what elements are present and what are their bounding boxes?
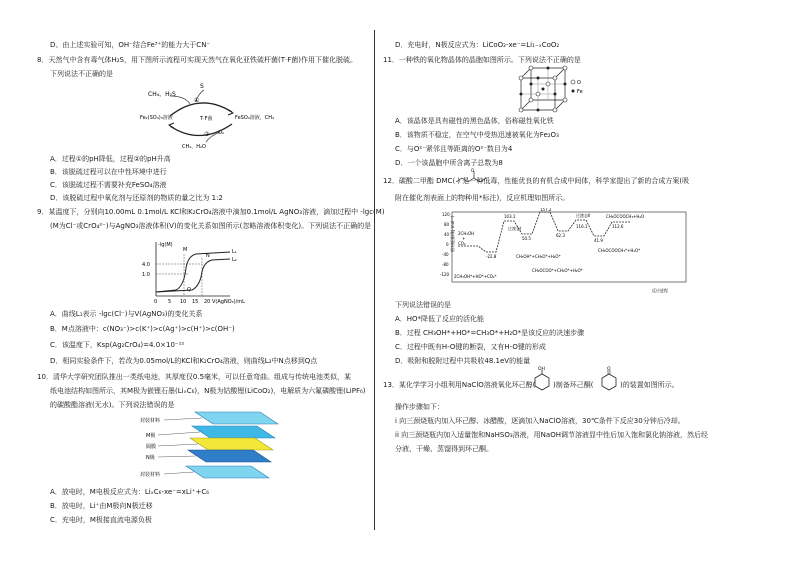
- q12-state-label: CH₃OH*+CH₃O*+H₂O*: [516, 254, 561, 259]
- q12-state-label: CH₃OCOOCH₃*+H₂O*: [598, 248, 641, 253]
- q12-ts-label: 过渡态Ⅱ: [576, 213, 590, 218]
- q11-option-c: C．与O²⁻紧邻且等距离的O²⁻数目为4: [395, 145, 513, 153]
- q12-option-a: A．HO*降低了反应的活化能: [395, 315, 485, 323]
- q12-species: 2CH₃OH: [458, 231, 475, 236]
- q12-x-label: 反应进程: [652, 288, 668, 293]
- q12-y-label: 相对能量/(kJ·mol⁻¹): [450, 215, 455, 252]
- q9-option-b: B．M点溶液中：c(NO₃⁻)>c(K⁺)>c(Ag⁺)>c(H⁺)>c(OH⁻): [50, 325, 235, 333]
- q11-legend-fe: Fe: [577, 89, 583, 95]
- q10-label: 封装材料: [140, 472, 161, 478]
- column-divider: [374, 30, 375, 530]
- q9-y-tick: 4.0: [142, 262, 150, 268]
- q12-value: 62.3: [556, 233, 565, 238]
- q13-title-part3: )的装置如图所示。: [620, 381, 679, 389]
- q10-paper-battery-diagram: [140, 410, 290, 484]
- svg-text:O: O: [471, 168, 475, 173]
- q9-curve-l1-label: L₁: [232, 249, 237, 255]
- curve-l1: [156, 252, 230, 292]
- q8-option-b: B．该脱硫过程可以在中性环境中进行: [50, 168, 167, 176]
- q12-value: 41.9: [594, 238, 603, 243]
- q12-value: -22.8: [486, 254, 497, 259]
- q8-desulfurization-diagram: [140, 82, 280, 152]
- q10-label: 隔膜: [146, 444, 157, 450]
- q10-title-line2: 纸电池结构如图所示，其M极为嵌锂石墨(LiₓC₆)，N极为钴酸锂(LiCoO₂)，电解质为六氟磷酸锂(LiPF₆): [50, 387, 366, 395]
- q11-title: 11．一种铁的氧化物晶体的晶胞如图所示。下列说法不正确的是: [383, 56, 581, 64]
- q12-title-line1: 12．碳酸二甲酯 DMC( ) 是一种低毒，性能优良的有机合成中间体，科学家提出了新的合成方案(吸: [383, 177, 690, 185]
- q9-title-line2: (M为Cl⁻或CrO₄²⁻)与AgNO₃溶液体积(V)的变化关系如图所示(忽略溶液体积变化)。下列说法不正确的是: [50, 222, 372, 230]
- oh-label: OH: [538, 367, 545, 372]
- q11-option-b: B．该物质不稳定，在空气中受热迅速被氧化为Fe₂O₃: [395, 131, 559, 139]
- q9-option-c: C．该温度下，Ksp(Ag₂CrO₄)=4.0×10⁻¹²: [50, 341, 185, 349]
- q8-fig-label: T·F菌: [200, 116, 213, 122]
- q9-titration-graph: [140, 238, 255, 306]
- q12-value: 157.2: [540, 208, 552, 212]
- q12-y-tick: 0: [446, 242, 449, 247]
- q12-ts-label: 过渡态Ⅰ: [508, 226, 522, 231]
- q13-steps-heading: 操作步骤如下：: [395, 403, 444, 411]
- q12-y-tick: -80: [442, 262, 449, 267]
- cycle-arrow-top: [170, 103, 232, 116]
- q8-prompt: 下列说法不正确的是: [50, 70, 113, 78]
- q12-value: 103.1: [504, 214, 516, 219]
- cyclohexanol-structure-icon: [531, 366, 553, 392]
- q9-point-q: Q: [187, 287, 191, 293]
- q12-option-b: B．过程 CH₃OH*+HO*=CH₃O*+H₂O*是该反应的决速步骤: [395, 329, 585, 337]
- q8-fig-label: Fe₂(SO₄)₃溶液: [140, 115, 173, 121]
- q13-step-2-line1: ii 向三颈烧瓶内加入适量饱和NaHSO₃溶液，用NaOH调节溶液显中性后加入饱和氯化钠溶液，然后经: [395, 431, 708, 439]
- q9-point-m: M: [183, 247, 188, 253]
- q12-y-tick: 40: [444, 232, 450, 237]
- q9-y-tick: 1.0: [142, 272, 150, 278]
- q10-option-d: D．充电时，N极反应式为：LiCoO₂-xe⁻=Li₁₋ₓCoO₂: [395, 41, 560, 49]
- q10-option-c: C．充电时，M极接直流电源负极: [50, 516, 152, 524]
- q10-title-line3: 的碳酸酯溶液(无水)。下列说法错误的是: [50, 401, 175, 409]
- q8-title: 8．天然气中含有毒气体H₂S，用下图所示流程可实现天然气在氧化亚铁硫杆菌(T·F菌)作用下催化脱硫。: [37, 56, 357, 64]
- q8-fig-label: CH₄，H₂S: [148, 91, 176, 98]
- q12-species: CO₂: [458, 241, 466, 246]
- q12-value: 116.1: [576, 224, 588, 229]
- q13-step-1: i 向三颈烧瓶内加入环己醇、冰醋酸，逐滴加入NaClO溶液，30℃条件下反应30分钟后冷却。: [395, 417, 685, 425]
- q9-title-line1: 9．某温度下，分别向10.00mL 0.1mol/L KCl和K₂CrO₄溶液中滴加0.1mol/L AgNO₃溶液，滴加过程中 -lgc(M): [37, 208, 385, 216]
- q9-x-tick: 10: [180, 299, 187, 305]
- q8-option-c: C．该脱硫过程不需要补充FeSO₄溶液: [50, 181, 167, 189]
- q8-fig-label: S: [200, 83, 204, 90]
- q10-option-b: B．放电时，Li⁺由M极向N极迁移: [50, 502, 153, 510]
- q12-y-tick: 80: [444, 222, 450, 227]
- q8-option-a: A．过程①的pH降低，过程②的pH升高: [50, 155, 171, 163]
- q10-label: N极: [146, 455, 155, 461]
- q12-y-tick: -40: [442, 252, 449, 257]
- q9-y-label: -lg(M): [158, 242, 173, 248]
- q13-title-part2: )制备环己酮(: [553, 381, 594, 389]
- q12-energy-profile-chart: [428, 208, 690, 298]
- q11-crystal-cell-diagram: [515, 64, 585, 114]
- q10-option-a: A．放电时，M电极反应式为：LiₓC₆-xe⁻=xLi⁺+C₆: [50, 488, 210, 496]
- q10-label: M极: [146, 433, 156, 439]
- q10-title-line1: 10．清华大学研究团队推出一类纸电池，其厚度仅0.5毫米，可以任意弯曲。组成与传统电池类似，某: [37, 373, 352, 381]
- q8-option-d: D．该脱硫过程中氧化剂与还原剂的物质的量之比为 1:2: [50, 194, 223, 202]
- q12-y-tick: -120: [440, 272, 450, 277]
- q8-fig-label: ①: [194, 97, 200, 104]
- o-label: O: [607, 367, 611, 372]
- bottom-packaging-layer: [186, 466, 269, 478]
- q13-title-part1: 13．某化学学习小组利用NaClO溶液氧化环己醇(: [383, 381, 536, 389]
- n-electrode-layer: [188, 450, 271, 462]
- q12-species: +: [462, 236, 466, 241]
- q9-option-a: A．曲线L₁表示 -lgc(Cl⁻)与V(AgNO₃)的变化关系: [50, 310, 203, 318]
- q12-option-c: C．过程中既有H-O键的断裂，又有H-O键的形成: [395, 343, 546, 351]
- q8-fig-label: CH₄，H₂O: [182, 144, 206, 150]
- q9-option-d: D．相同实验条件下，若改为0.05mol/L的KCl和K₂CrO₄溶液，则曲线L₂中N点移到Q点: [50, 357, 318, 365]
- q8-fig-label: ②: [204, 131, 210, 138]
- q9-point-n: N: [206, 253, 210, 259]
- q9-x-tick: 20: [204, 299, 211, 305]
- q8-fig-label: O₂: [218, 130, 224, 136]
- q12-energy-path: [458, 212, 630, 252]
- q9-x-label: V(AgNO₃)/mL: [212, 299, 245, 305]
- separator-layer: [190, 438, 273, 450]
- q10-label: 封装材料: [140, 418, 161, 424]
- q12-state-label: CH₃OCOO*+CH₃O*+H₂O*: [532, 268, 583, 273]
- q11-option-a: A．该晶体是具有磁性的黑色晶体，俗称磁性氧化铁: [395, 117, 554, 125]
- m-electrode-layer: [192, 426, 275, 438]
- q11-option-d: D．一个该晶胞中所含离子总数为8: [395, 159, 503, 167]
- q12-product-label: CH₃OCOOCH₃+H₂O: [606, 214, 645, 219]
- dmc-structure-icon: [454, 168, 490, 186]
- q12-state-label: 2CH₃OH*+HO*+CO₂*: [454, 274, 497, 279]
- q12-value: 112.6: [612, 224, 624, 229]
- q12-value: 50.5: [522, 236, 531, 241]
- q12-y-tick: 120: [442, 212, 450, 217]
- q8-fig-label: FeSO₄溶液，CH₄: [235, 115, 275, 121]
- q9-x-tick: 5: [168, 299, 172, 305]
- top-packaging-layer: [195, 412, 278, 424]
- q7-option-d: D、由上述实验可知，OH⁻结合Fe³⁺的能力大于CN⁻: [50, 41, 211, 49]
- q9-curve-l2-label: L₂: [232, 257, 237, 263]
- q11-legend-o: O: [577, 80, 581, 86]
- q9-x-tick: 15: [192, 299, 199, 305]
- q13-step-2-line2: 分液、干燥、蒸馏得到环己酮。: [395, 445, 493, 453]
- q12-option-d: D．吸附和脱附过程中共吸收48.1eV的能量: [395, 357, 531, 365]
- cyclohexanone-structure-icon: [598, 366, 620, 392]
- q9-x-tick: 0: [154, 299, 158, 305]
- q12-prompt: 下列说法错误的是: [395, 301, 451, 309]
- q12-title-line2: 附在催化剂表面上的物种用*标注)，反应机理如图所示。: [395, 194, 570, 202]
